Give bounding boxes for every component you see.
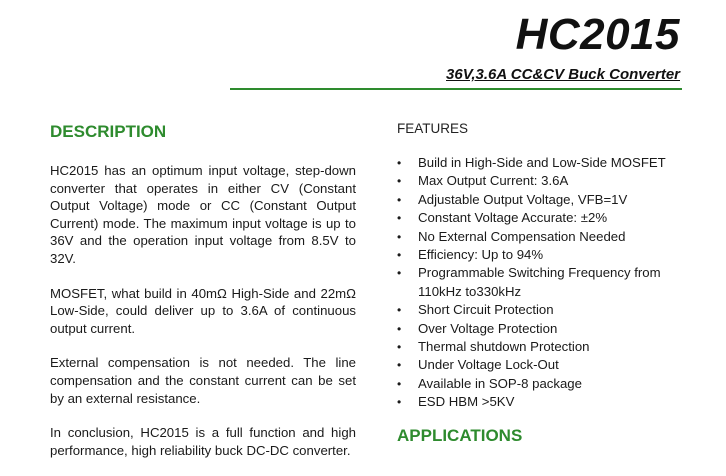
header-divider bbox=[230, 88, 682, 90]
bullet-icon: • bbox=[397, 358, 402, 373]
bullet-icon: • bbox=[397, 156, 402, 170]
applications-heading: APPLICATIONS bbox=[397, 425, 523, 445]
feature-item: • Adjustable Output Voltage, VFB=1V bbox=[397, 191, 677, 209]
feature-item: • Thermal shutdown Protection bbox=[397, 338, 677, 356]
bullet-icon: • bbox=[397, 321, 402, 336]
features-column bbox=[397, 112, 677, 446]
feature-item: • Over Voltage Protection bbox=[397, 320, 677, 338]
bullet-icon: • bbox=[397, 266, 402, 281]
description-paragraph: HC2015 has an optimum input voltage, step-down converter that operates in either CV (Constant Output Voltage) mode or CC (Constant Output Current) mode. The maximum input voltage is up to 36V and the operation input voltage from 8.5V to 32V. bbox=[50, 163, 356, 266]
description-column bbox=[50, 112, 356, 476]
bullet-icon: • bbox=[397, 376, 402, 391]
product-subtitle: 36V,3.6A CC&CV Buck Converter bbox=[446, 66, 680, 83]
bullet-icon: • bbox=[397, 211, 402, 226]
feature-item: • Short Circuit Protection bbox=[397, 301, 677, 319]
bullet-icon: • bbox=[397, 192, 402, 207]
features-list bbox=[397, 154, 677, 412]
feature-item: • Build in High-Side and Low-Side MOSFET bbox=[397, 154, 677, 172]
description-paragraph: In conclusion, HC2015 is a full function and high performance, high reliability buck DC-DC converter. bbox=[50, 425, 356, 458]
bullet-icon: • bbox=[397, 340, 402, 355]
feature-item: • ESD HBM >5KV bbox=[397, 393, 677, 411]
description-paragraph: External compensation is not needed. The line compensation and the constant current can be set by an external resistance. bbox=[50, 355, 356, 406]
feature-item: • Max Output Current: 3.6A bbox=[397, 172, 677, 190]
bullet-icon: • bbox=[397, 395, 402, 410]
product-title: HC2015 bbox=[515, 10, 680, 59]
feature-item: • Programmable Switching Frequency from 110kHz to330kHz bbox=[397, 265, 661, 299]
bullet-icon: • bbox=[397, 303, 402, 318]
features-heading: FEATURES bbox=[397, 121, 469, 136]
bullet-icon: • bbox=[397, 229, 402, 244]
feature-item: • Efficiency: Up to 94% bbox=[397, 246, 677, 264]
bullet-icon: • bbox=[397, 174, 402, 189]
feature-item: • Constant Voltage Accurate: ±2% bbox=[397, 209, 677, 227]
description-paragraph: MOSFET, what build in 40mΩ High-Side and 22mΩ Low-Side, could deliver up to 3.6A of continuous output current. bbox=[50, 285, 356, 336]
feature-item: • Under Voltage Lock-Out bbox=[397, 356, 677, 374]
feature-item: • No External Compensation Needed bbox=[397, 228, 677, 246]
bullet-icon: • bbox=[397, 248, 402, 263]
feature-item: • Available in SOP-8 package bbox=[397, 375, 677, 393]
description-heading: DESCRIPTION bbox=[50, 122, 167, 141]
